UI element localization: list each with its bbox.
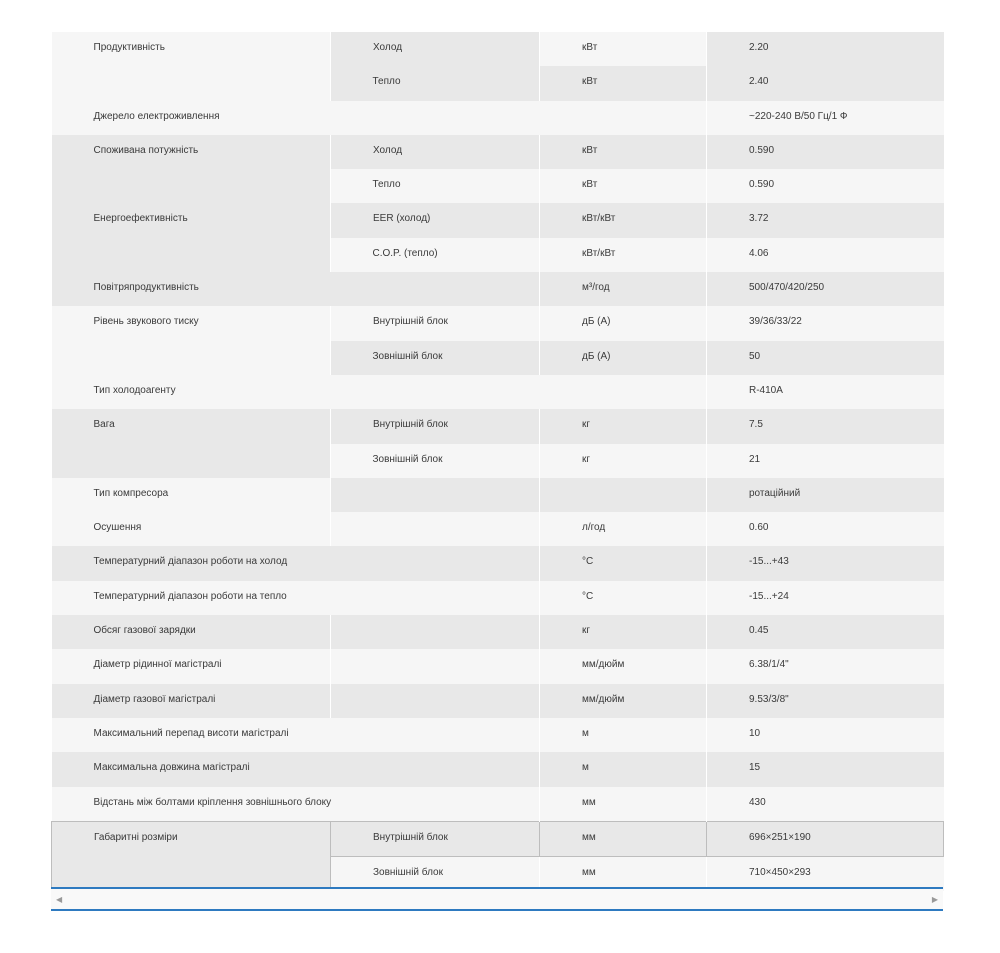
table-row (52, 272, 944, 306)
param-name: Тип холодоагенту (52, 375, 707, 409)
param-name: Рівень звукового тиску (52, 306, 331, 375)
param-unit: кг (540, 615, 707, 649)
param-value: R-410A (707, 375, 944, 409)
param-value: 0.590 (707, 169, 944, 203)
param-value: 430 (707, 787, 944, 822)
table-row (52, 32, 944, 66)
param-name: Повітряпродуктивність (52, 272, 540, 306)
param-name: Максимальний перепад висоти магістралі (52, 718, 540, 752)
param-value: 696×251×190 (707, 821, 944, 856)
table-row (52, 581, 944, 615)
param-unit: °С (540, 581, 707, 615)
table-row (52, 615, 944, 649)
param-name: Обсяг газової зарядки (52, 615, 331, 649)
param-subtype (331, 684, 540, 718)
param-value: 6.38/1/4" (707, 649, 944, 683)
param-value: 39/36/33/22 (707, 306, 944, 340)
param-value: 3.72 (707, 203, 944, 237)
param-value: ротаційний (707, 478, 944, 512)
table-row (52, 375, 944, 409)
param-unit: мм/дюйм (540, 684, 707, 718)
param-unit: кг (540, 409, 707, 443)
table-row (52, 821, 944, 856)
param-subtype: Холод (331, 32, 540, 66)
param-value: -15...+43 (707, 546, 944, 580)
param-value: 0.60 (707, 512, 944, 546)
param-name: Тип компресора (52, 478, 331, 512)
param-subtype (331, 649, 540, 683)
scroll-left-icon[interactable]: ◀ (56, 895, 63, 904)
param-subtype: Тепло (331, 66, 540, 100)
scroll-right-icon[interactable]: ▶ (931, 895, 938, 904)
param-value: 7.5 (707, 409, 944, 443)
param-value: ~220-240 В/50 Гц/1 Ф (707, 101, 944, 135)
param-name: Габаритні розміри (52, 821, 331, 891)
param-subtype: Внутрішній блок (331, 306, 540, 340)
param-value: 710×450×293 (707, 857, 944, 892)
param-unit: кВт (540, 32, 707, 66)
param-unit: м³/год (540, 272, 707, 306)
param-unit: мм/дюйм (540, 649, 707, 683)
param-unit: м (540, 718, 707, 752)
param-unit: л/год (540, 512, 707, 546)
param-subtype: Зовнішній блок (331, 444, 540, 478)
table-row (52, 135, 944, 169)
param-value: 10 (707, 718, 944, 752)
param-name: Температурний діапазон роботи на холод (52, 546, 540, 580)
param-subtype (331, 615, 540, 649)
param-value: 50 (707, 341, 944, 375)
param-name: Джерело електроживлення (52, 101, 707, 135)
table-row (52, 752, 944, 786)
param-value: 0.45 (707, 615, 944, 649)
param-unit: °С (540, 546, 707, 580)
param-unit: кг (540, 444, 707, 478)
param-unit: мм (540, 787, 707, 822)
table-row (52, 512, 944, 546)
param-name: Діаметр рідинної магістралі (52, 649, 331, 683)
param-subtype: EER (холод) (331, 203, 540, 237)
param-value: 2.20 (707, 32, 944, 66)
param-subtype: Холод (331, 135, 540, 169)
param-subtype (331, 478, 540, 512)
specs-table-container (51, 32, 943, 892)
param-value: 2.40 (707, 66, 944, 100)
param-unit: дБ (А) (540, 341, 707, 375)
param-unit: мм (540, 857, 707, 892)
param-value: 0.590 (707, 135, 944, 169)
param-name: Продуктивність (52, 32, 331, 101)
param-value: 500/470/420/250 (707, 272, 944, 306)
table-row (52, 787, 944, 822)
param-unit (540, 478, 707, 512)
param-unit: кВт (540, 66, 707, 100)
param-value: 9.53/3/8" (707, 684, 944, 718)
param-value: 21 (707, 444, 944, 478)
param-unit: мм (540, 821, 707, 856)
param-name: Вага (52, 409, 331, 478)
param-name: Енергоефективність (52, 203, 331, 272)
table-row (52, 409, 944, 443)
param-subtype: Зовнішній блок (331, 341, 540, 375)
horizontal-scrollbar[interactable] (51, 887, 943, 911)
param-unit: дБ (А) (540, 306, 707, 340)
param-unit: кВт (540, 169, 707, 203)
param-unit: м (540, 752, 707, 786)
param-value: -15...+24 (707, 581, 944, 615)
param-name: Максимальна довжина магістралі (52, 752, 540, 786)
param-subtype: Тепло (331, 169, 540, 203)
param-unit: кВт (540, 135, 707, 169)
param-name: Температурний діапазон роботи на тепло (52, 581, 540, 615)
param-name: Осушення (52, 512, 331, 546)
param-subtype: Зовнішній блок (331, 857, 540, 892)
table-row (52, 478, 944, 512)
table-row (52, 684, 944, 718)
specs-table (51, 32, 944, 892)
param-value: 4.06 (707, 238, 944, 272)
param-name: Відстань між болтами кріплення зовнішнього блоку (52, 787, 540, 822)
table-row (52, 203, 944, 237)
param-subtype: Внутрішній блок (331, 409, 540, 443)
param-value: 15 (707, 752, 944, 786)
table-row (52, 649, 944, 683)
table-row (52, 546, 944, 580)
table-row (52, 101, 944, 135)
param-subtype: Внутрішній блок (331, 821, 540, 856)
param-unit: кВт/кВт (540, 238, 707, 272)
param-subtype: C.O.P. (тепло) (331, 238, 540, 272)
param-name: Споживана потужність (52, 135, 331, 204)
table-row (52, 306, 944, 340)
param-subtype (331, 512, 540, 546)
table-row (52, 718, 944, 752)
param-unit: кВт/кВт (540, 203, 707, 237)
param-name: Діаметр газової магістралі (52, 684, 331, 718)
